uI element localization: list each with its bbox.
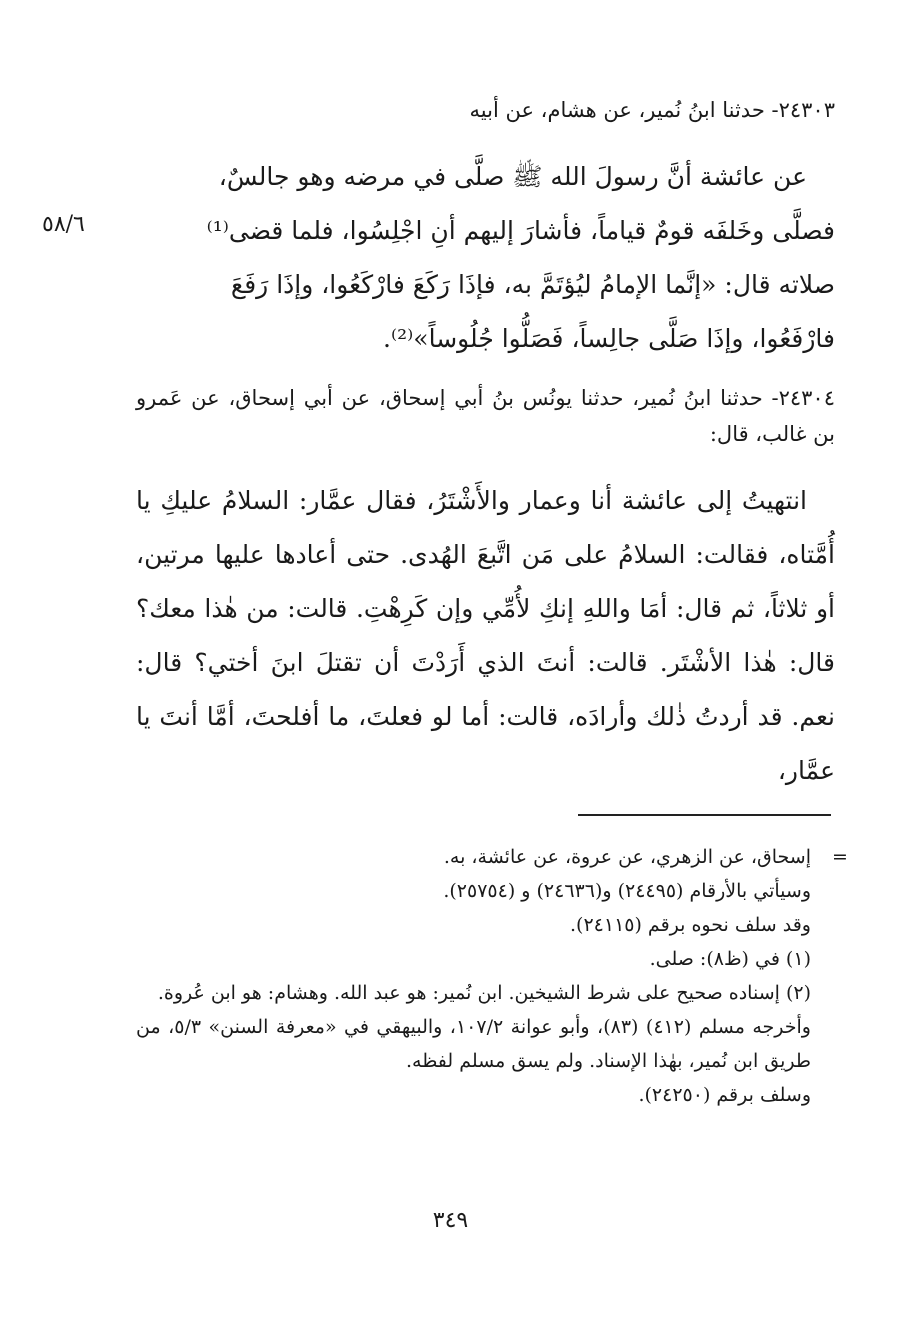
continuation-mark: = <box>832 846 848 868</box>
hadith-body-2-text: انتهيتُ إلى عائشة أنا وعمار والأَشْتَرُ، فقال عمَّار: السلامُ عليكِ يا أُمَّتاه، فقالت: السلامُ على مَن اتَّبعَ الهُدى. حتى أعادها عليها مرتين، أو ثلاثاً، ثم قال: أمَا واللهِ إنكِ لأُمِّي وإن كَرِهْتِ. قالت: من هٰذا معك؟ قال: هٰذا الأشْتَر. قالت: أنتَ الذي أَرَدْتَ أن تقتلَ ابنَ أختي؟ قال: نعم. قد أردتُ ذٰلك وأرادَه، قالت: أما لو فعلتَ، ما أفلحتَ، أمَّا أنتَ يا عمَّار، <box>136 486 835 785</box>
footnote-line-2: وسيأتي بالأرقام (٢٤٤٩٥) و(٢٤٦٣٦) و (٢٥٧٥٤). <box>443 880 811 902</box>
hadith-body-1-line-4: فارْفَعُوا، وإذَا صَلَّى جالِساً، فَصَلُّوا جُلُوساً»⁽²⁾. <box>383 324 835 353</box>
footnote-divider <box>578 814 831 816</box>
hadith-body-1-line-2: فصلَّى وخَلفَه قومٌ قياماً، فأشارَ إليهم أنِ اجْلِسُوا، فلما قضى⁽¹⁾ <box>206 216 835 245</box>
footnote-line-4: (١) في (ظ٨): صلى. <box>649 948 811 970</box>
hadith-heading-2-text: ٢٤٣٠٤- حدثنا ابنُ نُمير، حدثنا يونُس بنُ أبي إسحاق، عن أبي إسحاق، عن عَمرو بن غالب، قال: <box>136 386 835 446</box>
hadith-body-1-line-3: صلاته قال: «إنَّما الإمامُ ليُؤتَمَّ به، فإذَا رَكَعَ فارْكَعُوا، وإذَا رَفَعَ <box>230 270 835 299</box>
hadith-body-1-line-1: عن عائشة أنَّ رسولَ الله ﷺ صلَّى في مرضه وهو جالسٌ، <box>218 162 807 191</box>
footnotes <box>136 840 835 1112</box>
footnote-line-6: وأخرجه مسلم (٤١٢) (٨٣)، وأبو عوانة ١٠٧/٢، والبيهقي في «معرفة السنن» ٥/٣، من طريق ابن نُمير، بهٰذا الإسناد. ولم يسق مسلم لفظه. <box>136 1016 811 1072</box>
footnote-line-7: وسلف برقم (٢٤٢٥٠). <box>638 1084 811 1106</box>
hadith-heading-1-text: ٢٤٣٠٣- حدثنا ابنُ نُمير، عن هشام، عن أبيه <box>469 98 835 122</box>
margin-reference: ٥٨/٦ <box>42 212 85 237</box>
footnote-line-3: وقد سلف نحوه برقم (٢٤١١٥). <box>570 914 811 936</box>
hadith-heading-2 <box>136 380 835 452</box>
hadith-heading-1 <box>136 92 835 128</box>
hadith-body-1 <box>136 150 835 366</box>
footnote-line-5: (٢) إسناده صحيح على شرط الشيخين. ابن نُمير: هو عبد الله. وهشام: هو ابن عُروة. <box>157 982 811 1004</box>
footnote-line-1: إسحاق، عن الزهري، عن عروة، عن عائشة، به. <box>443 846 811 868</box>
hadith-body-2 <box>136 474 835 798</box>
page-number: ٣٤٩ <box>432 1208 469 1233</box>
